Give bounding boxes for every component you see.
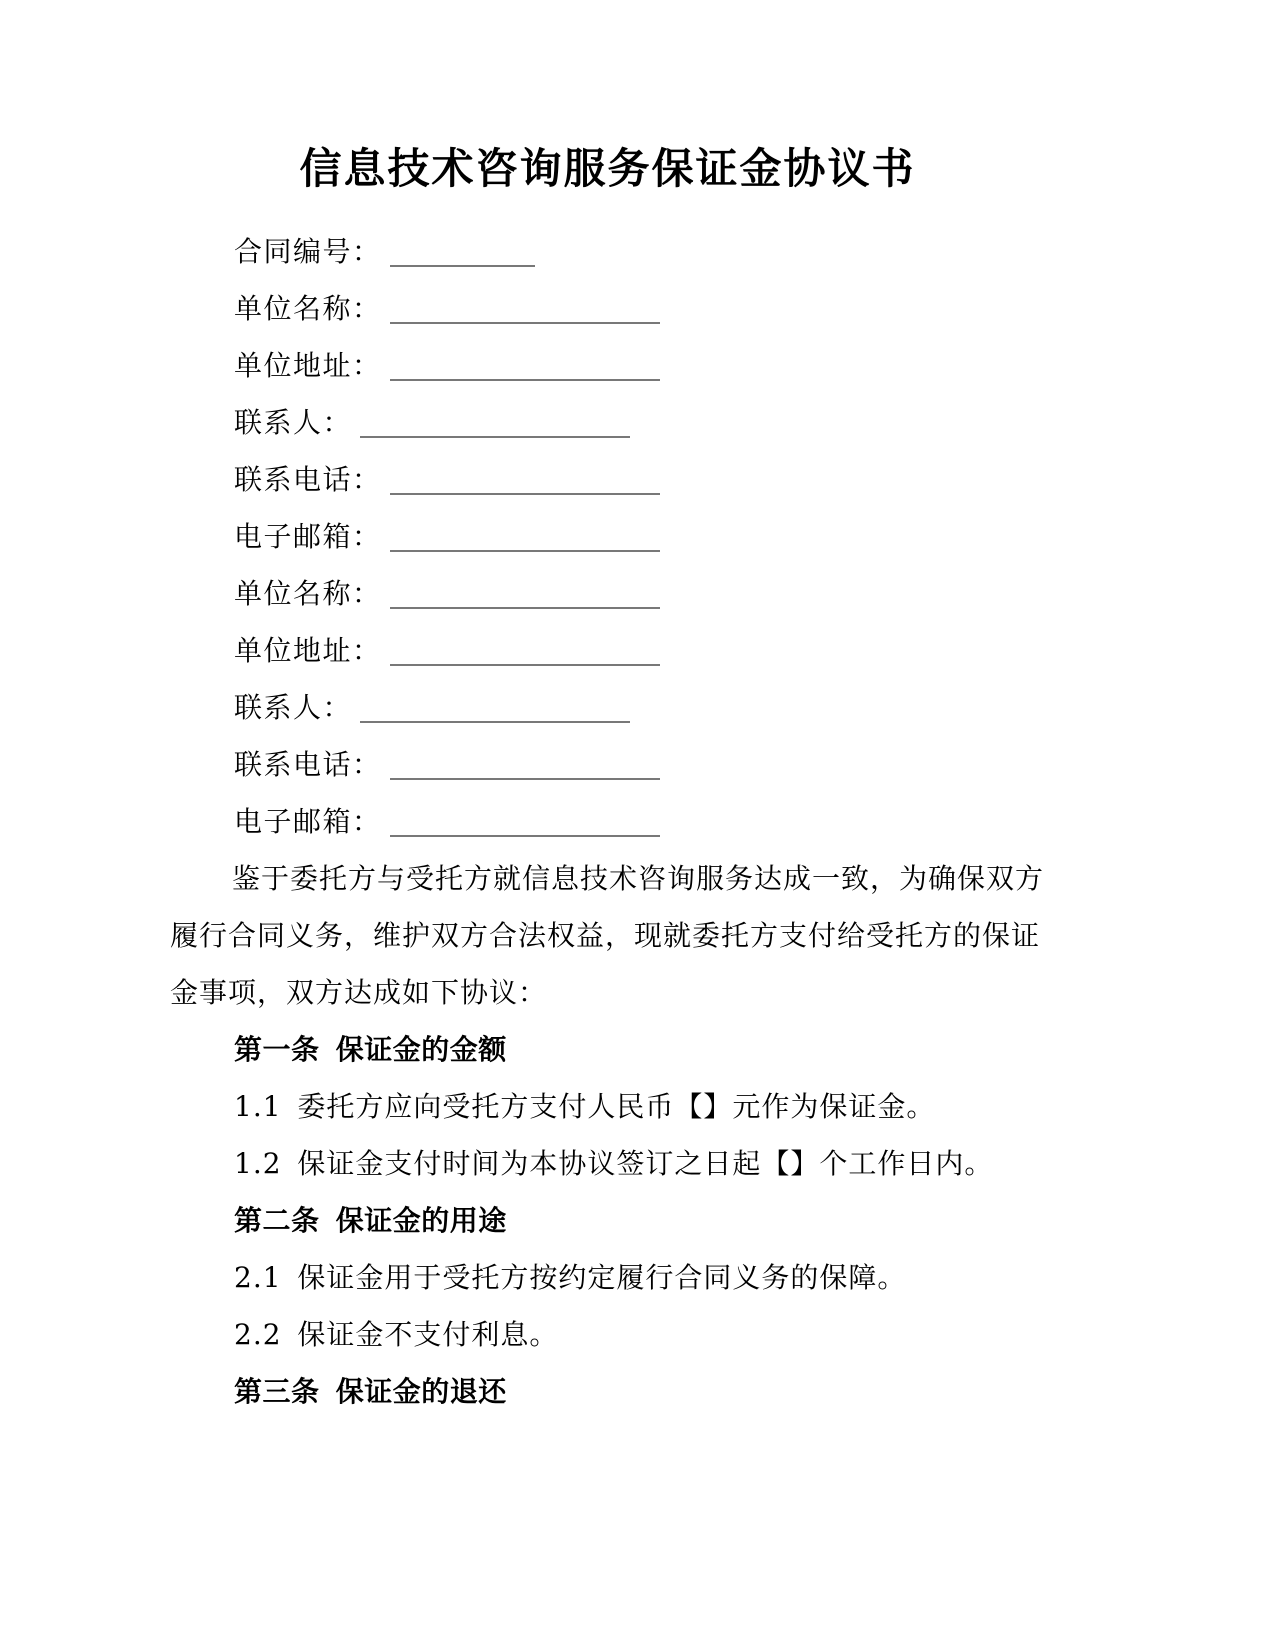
field-row-email-1 (170, 508, 1045, 565)
field-label: 单位地址： (234, 349, 382, 382)
field-blank-line (390, 371, 660, 381)
section-heading-2: 第二条 保证金的用途 (234, 1204, 507, 1237)
document-title: 信息技术咨询服务保证金协议书 (299, 144, 916, 193)
field-label: 合同编号： (234, 235, 382, 268)
fields-block (170, 223, 1045, 850)
field-blank-line (390, 599, 660, 609)
field-row-contact-phone-1 (170, 451, 1045, 508)
field-label: 联系电话： (234, 748, 382, 781)
field-label: 联系电话： (234, 463, 382, 496)
field-row-contact-person-2 (170, 679, 1045, 736)
field-blank-line (360, 428, 630, 438)
field-row-contact-person-1 (170, 394, 1045, 451)
clause-1-1: 1.1 委托方应向受托方支付人民币【】元作为保证金。 (234, 1090, 936, 1123)
field-blank-line (390, 827, 660, 837)
clause-2-1: 2.1 保证金用于受托方按约定履行合同义务的保障。 (234, 1261, 907, 1294)
field-row-unit-name-2 (170, 565, 1045, 622)
field-blank-line (390, 770, 660, 780)
field-label: 单位名称： (234, 292, 382, 325)
field-blank-line (390, 485, 660, 495)
intro-line-1: 鉴于委托方与受托方就信息技术咨询服务达成一致，为确保双方 (232, 862, 1045, 895)
field-blank-line (360, 713, 630, 723)
field-row-unit-address-1 (170, 337, 1045, 394)
field-row-unit-address-2 (170, 622, 1045, 679)
field-blank-line (390, 257, 535, 267)
field-row-email-2 (170, 793, 1045, 850)
field-row-contact-phone-2 (170, 736, 1045, 793)
section-heading-1: 第一条 保证金的金额 (234, 1033, 507, 1066)
field-label: 联系人： (234, 406, 353, 439)
field-label: 联系人： (234, 691, 353, 724)
field-label: 单位地址： (234, 634, 382, 667)
field-label: 电子邮箱： (234, 520, 382, 553)
field-blank-line (390, 656, 660, 666)
field-row-unit-name-1 (170, 280, 1045, 337)
intro-line-3: 金事项，双方达成如下协议： (170, 976, 548, 1009)
clause-2-2: 2.2 保证金不支付利息。 (234, 1318, 559, 1351)
field-blank-line (390, 542, 660, 552)
section-heading-3: 第三条 保证金的退还 (234, 1375, 507, 1408)
intro-line-2: 履行合同义务，维护双方合法权益，现就委托方支付给受托方的保证 (170, 919, 1041, 952)
field-row-contract-number (170, 223, 1045, 280)
field-label: 单位名称： (234, 577, 382, 610)
clause-1-2: 1.2 保证金支付时间为本协议签订之日起【】个工作日内。 (234, 1147, 994, 1180)
intro-paragraph (170, 850, 1045, 1021)
field-blank-line (390, 314, 660, 324)
field-label: 电子邮箱： (234, 805, 382, 838)
